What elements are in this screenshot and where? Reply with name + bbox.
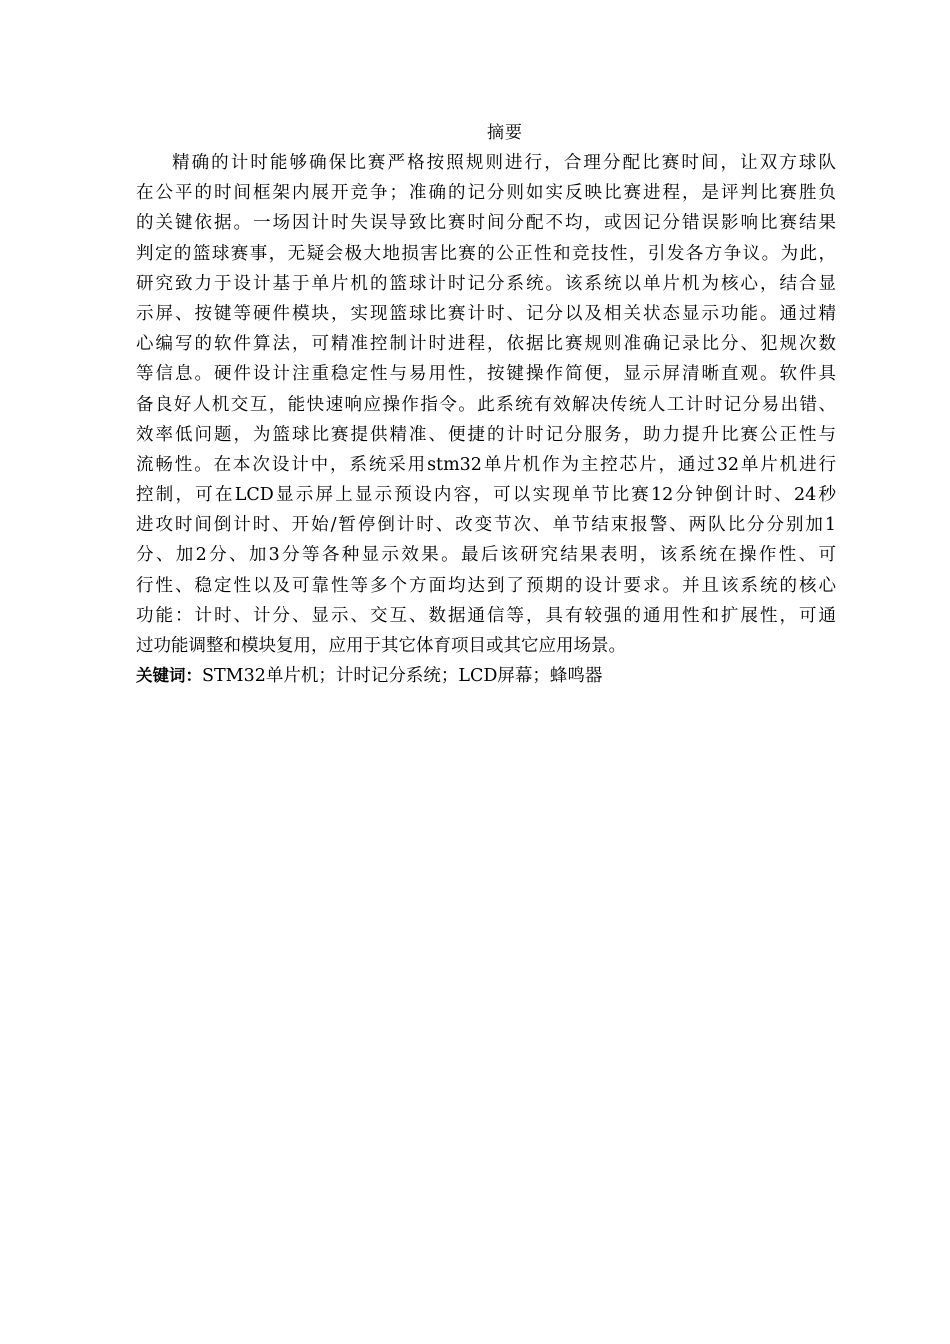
keywords-text: STM32单片机；计时记分系统；LCD屏幕；蜂鸣器 xyxy=(202,666,603,687)
abstract-line: 控制，可在LCD显示屏上显示预设内容，可以实现单节比赛12分钟倒计时、24秒 xyxy=(136,485,836,506)
abstract-line: 备良好人机交互，能快速响应操作指令。此系统有效解决传统人工计时记分易出错、 xyxy=(136,394,836,415)
abstract-line: 精确的计时能够确保比赛严格按照规则进行，合理分配比赛时间，让双方球队 xyxy=(172,153,836,173)
abstract-line: 行性、稳定性以及可靠性等多个方面均达到了预期的设计要求。并且该系统的核心 xyxy=(136,575,836,596)
abstract-line: 等信息。硬件设计注重稳定性与易用性，按键操作简便，显示屏清晰直观。软件具 xyxy=(136,364,836,385)
abstract-line: 过功能调整和模块复用，应用于其它体育项目或其它应用场景。 xyxy=(136,636,626,656)
abstract-line: 的关键依据。一场因计时失误导致比赛时间分配不均，或因记分错误影响比赛结果 xyxy=(136,213,836,234)
abstract-line: 效率低问题，为篮球比赛提供精准、便捷的计时记分服务，助力提升比赛公正性与 xyxy=(136,424,836,445)
abstract-title: 摘要 xyxy=(487,123,523,143)
abstract-line: 流畅性。在本次设计中，系统采用stm32单片机作为主控芯片，通过32单片机进行 xyxy=(136,454,836,475)
abstract-line: 心编写的软件算法，可精准控制计时进程，依据比赛规则准确记录比分、犯规次数 xyxy=(136,334,836,355)
abstract-line: 功能：计时、计分、显示、交互、数据通信等，具有较强的通用性和扩展性，可通 xyxy=(136,605,836,626)
abstract-line: 判定的篮球赛事，无疑会极大地损害比赛的公正性和竞技性，引发各方争议。为此， xyxy=(136,243,836,264)
abstract-body xyxy=(136,148,836,691)
abstract-line: 示屏、按键等硬件模块，实现篮球比赛计时、记分以及相关状态显示功能。通过精 xyxy=(136,303,836,324)
keywords-label: 关键词： xyxy=(136,666,202,686)
abstract-line: 研究致力于设计基于单片机的篮球计时记分系统。该系统以单片机为核心，结合显 xyxy=(136,273,836,294)
abstract-line: 在公平的时间框架内展开竞争；准确的记分则如实反映比赛进程，是评判比赛胜负 xyxy=(136,183,836,204)
abstract-line: 分、加2分、加3分等各种显示效果。最后该研究结果表明，该系统在操作性、可 xyxy=(136,545,836,566)
abstract-line: 进攻时间倒计时、开始/暂停倒计时、改变节次、单节结束报警、两队比分分别加1 xyxy=(136,515,836,536)
keywords-line xyxy=(136,661,836,691)
